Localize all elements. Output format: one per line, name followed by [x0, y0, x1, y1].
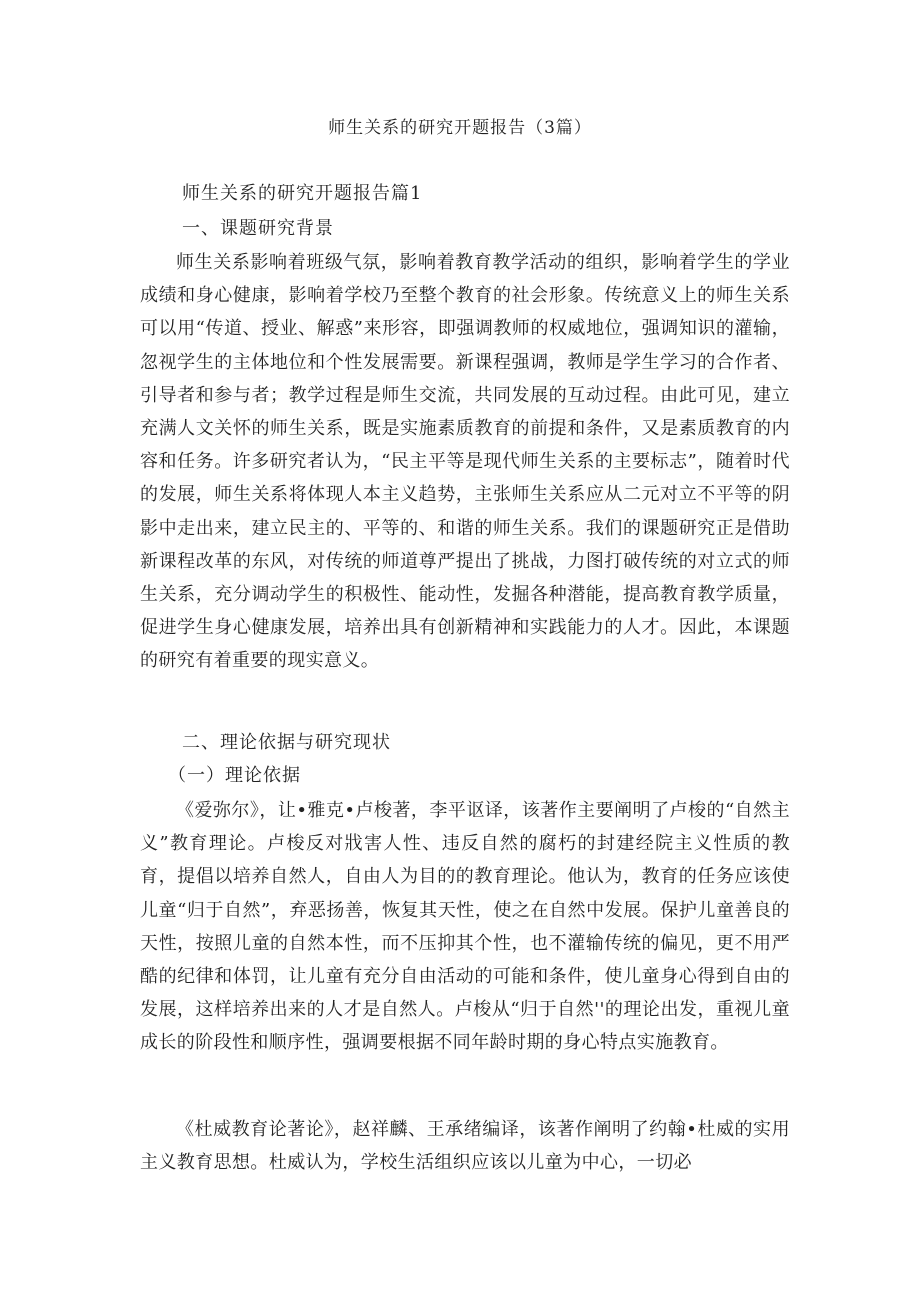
paragraph-emile: 《爱弥尔》，让•雅克•卢梭著，李平讴译，该著作主要阐明了卢梭的“自然主义”教育理论。卢梭反对戕害人性、违反自然的腐朽的封建经院主义性质的教育，提倡以培养自然人，自由人为目的的教育理论。他认为，教育的任务应该使儿童“归于自然”，弃恶扬善，恢复其天性，使之在自然中发展。保护儿童善良的天性，按照儿童的自然本性，而不压抑其个性，也不灌输传统的偏见，更不用严酷的纪律和体罚，让儿童有充分自由活动的可能和条件，使儿童身心得到自由的发展，这样培养出来的人才是自然人。卢梭从“归于自然''的理论出发，重视儿童成长的阶段性和顺序性，强调要根据不同年龄时期的身心特点实施教育。 — [140, 800, 790, 1054]
section-title: 师生关系的研究开题报告篇1 — [182, 183, 423, 204]
paragraph-background: 师生关系影响着班级气氛，影响着教育教学活动的组织，影响着学生的学业成绩和身心健康，影响着学校乃至整个教育的社会形象。传统意义上的师生关系可以用“传道、授业、解惑”来形容，即强调教师的权威地位，强调知识的灌输，忽视学生的主体地位和个性发展需要。新课程强调，教师是学生学习的合作者、引导者和参与者；教学过程是师生交流，共同发展的互动过程。由此可见，建立充满人文关怀的师生关系，既是实施素质教育的前提和条件，又是素质教育的内容和任务。许多研究者认为，“民主平等是现代师生关系的主要标志”，随着时代的发展，师生关系将体现人本主义趋势，主张师生关系应从二元对立不平等的阴影中走出来，建立民主的、平等的、和谐的师生关系。我们的课题研究正是借助新课程改革的东风，对传统的师道尊严提出了挑战，力图打破传统的对立式的师生关系，充分调动学生的积极性、能动性，发掘各种潜能，提高教育教学质量，促进学生身心健康发展，培养出具有创新精神和实践能力的人才。因此，本课题的研究有着重要的现实意义。 — [140, 252, 790, 672]
document-title: 师生关系的研究开题报告（3篇） — [328, 118, 592, 138]
heading-theory-status: 二、理论依据与研究现状 — [182, 732, 391, 753]
paragraph-dewey: 《杜威教育论著论》，赵祥麟、王承绪编译，该著作阐明了约翰•杜威的实用主义教育思想。杜威认为，学校生活组织应该以儿童为中心，一切必 — [140, 1119, 790, 1174]
subheading-theory-basis: （一）理论依据 — [168, 765, 301, 786]
heading-background: 一、课题研究背景 — [182, 218, 334, 239]
